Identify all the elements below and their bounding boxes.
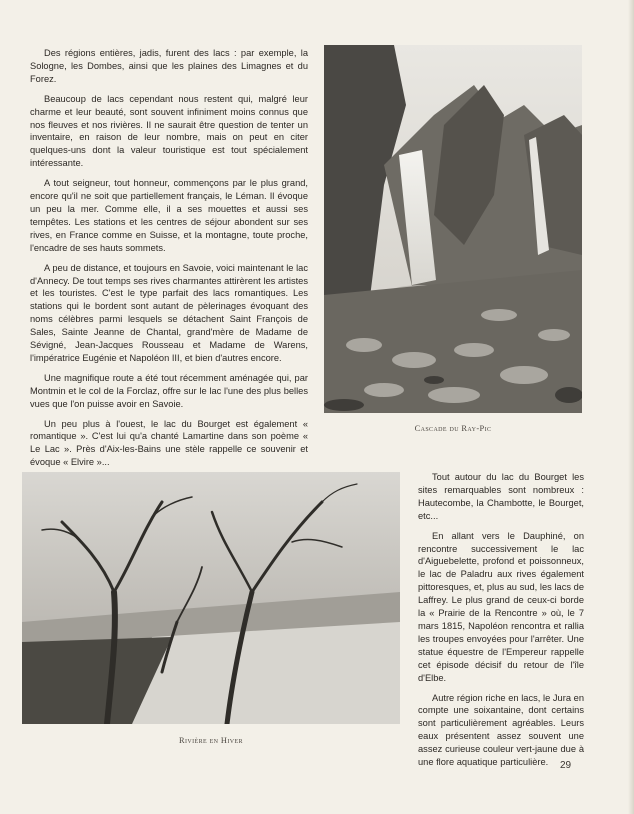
- paragraph: A tout seigneur, tout honneur, commençons par le plus grand, encore qu'il ne soit que partiellement français, le Léman. Il évoque un peu la mer. Comme elle, il a ses mouettes et aussi ses tempêtes. Les stations et les centres de séjour abondent sur ses rives, en France comme en Suisse, et la montagne, toute proche, l'encadre de ses hauts sommets.: [30, 178, 308, 253]
- article-column-right: [418, 471, 584, 776]
- paragraph: Beaucoup de lacs cependant nous restent qui, malgré leur charme et leur beauté, sont souvent infiniment moins connus que nos fleuves et nos rivières. Il ne saurait être question de tenter un inventaire, en raison de leur nombre, mais on peut en citer quelques-uns dont la valeur touristique est tout spécialement intéressante.: [30, 93, 308, 169]
- paragraph: Autre région riche en lacs, le Jura en compte une soixantaine, dont certains sont particulièrement agréables. Leurs eaux présentent assez souvent une assez curieuse couleur vert-jaune due à une flore aquatique particulière.: [418, 692, 584, 768]
- page-number: 29: [560, 760, 572, 771]
- paragraph: Une magnifique route a été tout récemment aménagée qui, par Montmin et le col de la Forclaz, offre sur le lac l'une des plus belles vues que l'on puisse avoir en Savoie.: [30, 372, 308, 409]
- paragraph: Un peu plus à l'ouest, le lac du Bourget est également « romantique ». C'est lui qu'a chanté Lamartine dans son poème « Le Lac ». Près d'Aix-les-Bains une stèle rappelle ce souvenir et évoque « Elvire »...: [30, 418, 308, 468]
- waterfall-photo: [324, 45, 582, 413]
- paragraph: Des régions entières, jadis, furent des lacs : par exemple, la Sologne, les Dombes, ainsi que les plaines des Limagnes et du Forez.: [30, 48, 308, 84]
- article-column-top: [30, 47, 308, 476]
- river-photo: [22, 472, 400, 724]
- paragraph: En allant vers le Dauphiné, on rencontre successivement le lac d'Aiguebelette, profond et poissonneux, le lac de Paladru aux rives également pittoresques, et, plus au sud, les lacs de Laffrey. Le plus grand de ceux-ci borde la « Prairie de la Rencontre » où, le 7 mars 1815, Napoléon rencontra et rallia les troupes envoyées pour l'arrêter. Une statue équestre de l'Empereur rappelle cet épisode décisif du retour de l'île d'Elbe.: [418, 530, 584, 683]
- paragraph: Tout autour du lac du Bourget les sites remarquables sont nombreux : Hautecombe, la Chambotte, le Bourget, etc...: [418, 472, 584, 521]
- paragraph: A peu de distance, et toujours en Savoie, voici maintenant le lac d'Annecy. De tout temps ses rives charmantes attirèrent les artistes et les touristes. C'est le type parfait des lacs romantiques. Les stations qui le bordent sont autant de pèlerinages évoquant des noms célèbres parmi lesquels se détachent Saint François de Sales, Sainte Jeanne de Chantal, grand'mère de Madame de Sévigné, Jean-Jacques Rousseau et Madame de Warens, l'impératrice Eugénie et Napoléon III, et bien d'autres encore.: [30, 262, 308, 363]
- waterfall-caption: Cascade du Ray-Pic: [414, 424, 492, 433]
- page-edge: [628, 0, 634, 814]
- river-caption: Rivière en Hiver: [179, 736, 243, 745]
